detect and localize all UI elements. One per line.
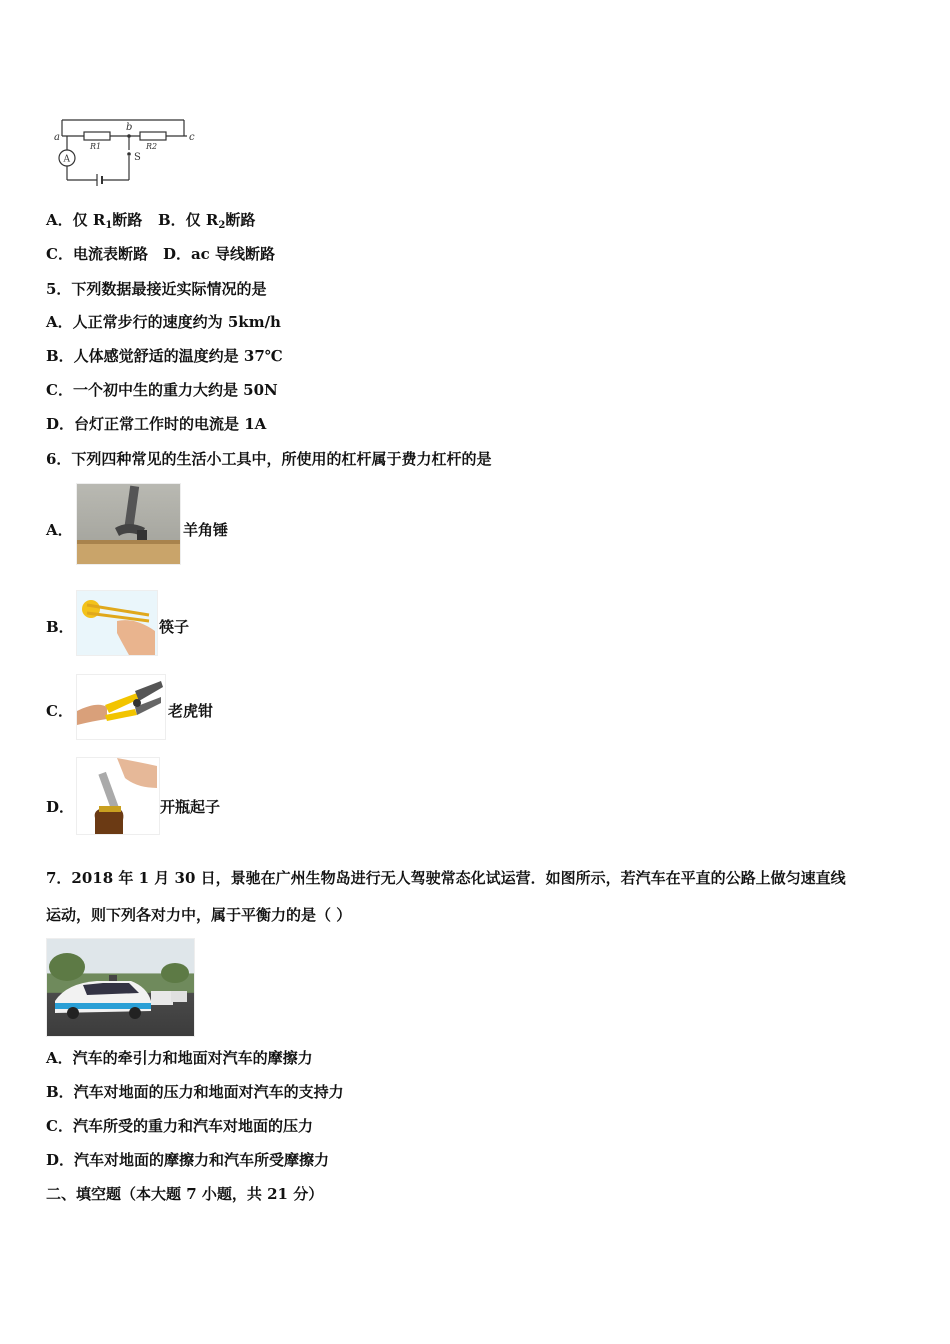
q4-options-ab: A．仅 $R_1$断路 B．仅 $R_2$断路 — [46, 211, 256, 231]
pliers-icon — [77, 675, 165, 739]
q6-stem: 6．下列四种常见的生活小工具中，所使用的杠杆属于费力杠杆的是 — [46, 450, 492, 468]
pliers-image — [76, 674, 166, 740]
q7-option-c: C．汽车所受的重力和汽车对地面的压力 — [46, 1117, 313, 1135]
q5-option-d: D．台灯正常工作时的电流是 1A — [46, 415, 267, 433]
q6-option-c-caption: 老虎钳 — [168, 702, 214, 720]
label-a: a — [54, 132, 60, 143]
q7-option-a: A．汽车的牵引力和地面对汽车的摩擦力 — [46, 1049, 313, 1067]
chopsticks-image — [76, 590, 158, 656]
chopsticks-icon — [77, 591, 157, 655]
label-ammeter: A — [63, 154, 70, 165]
label-switch: S — [134, 152, 141, 163]
label-c: c — [189, 132, 195, 143]
q6-option-b-letter: B． — [46, 618, 74, 636]
q6-option-a-letter: A． — [46, 521, 73, 539]
car-icon — [47, 939, 194, 1036]
q5-option-b: B．人体感觉舒适的温度约是 37℃ — [46, 347, 283, 365]
autonomous-car-image — [46, 938, 195, 1037]
q6-option-d-caption: 开瓶起子 — [160, 798, 221, 816]
q7-option-d: D．汽车对地面的摩擦力和汽车所受摩擦力 — [46, 1151, 330, 1169]
label-r2: R2 — [146, 142, 158, 151]
q5-stem: 5．下列数据最接近实际情况的是 — [46, 280, 267, 298]
q7-option-b: B．汽车对地面的压力和地面对汽车的支持力 — [46, 1083, 344, 1101]
q6-option-c-letter: C． — [46, 702, 73, 720]
q7-stem-line2: 运动，则下列各对力中，属于平衡力的是（ ） — [46, 906, 352, 924]
circuit-diagram — [52, 116, 202, 188]
section2-heading: 二、填空题（本大题 7 小题，共 21 分） — [46, 1185, 324, 1203]
bottle-opener-icon — [77, 758, 159, 834]
label-r1: R1 — [90, 142, 102, 151]
q7-stem-line1: 7．2018 年 1 月 30 日，景驰在广州生物岛进行无人驾驶常态化试运营．如图所示，若汽车在平直的公路上做匀速直线 — [46, 869, 846, 887]
q5-option-a: A．人正常步行的速度约为 5km/h — [46, 313, 281, 331]
resistor-r1 — [84, 132, 110, 140]
q6-option-a-caption: 羊角锤 — [183, 521, 229, 539]
label-b: b — [126, 122, 133, 133]
bottle-opener-image — [76, 757, 160, 835]
q5-option-c: C．一个初中生的重力大约是 50N — [46, 381, 278, 399]
q6-option-b-caption: 筷子 — [159, 618, 190, 636]
claw-hammer-icon — [77, 484, 180, 564]
claw-hammer-image — [76, 483, 181, 565]
q6-option-d-letter: D． — [46, 798, 75, 816]
q4-options-cd: C．电流表断路 D．ac 导线断路 — [46, 245, 276, 263]
resistor-r2 — [140, 132, 166, 140]
